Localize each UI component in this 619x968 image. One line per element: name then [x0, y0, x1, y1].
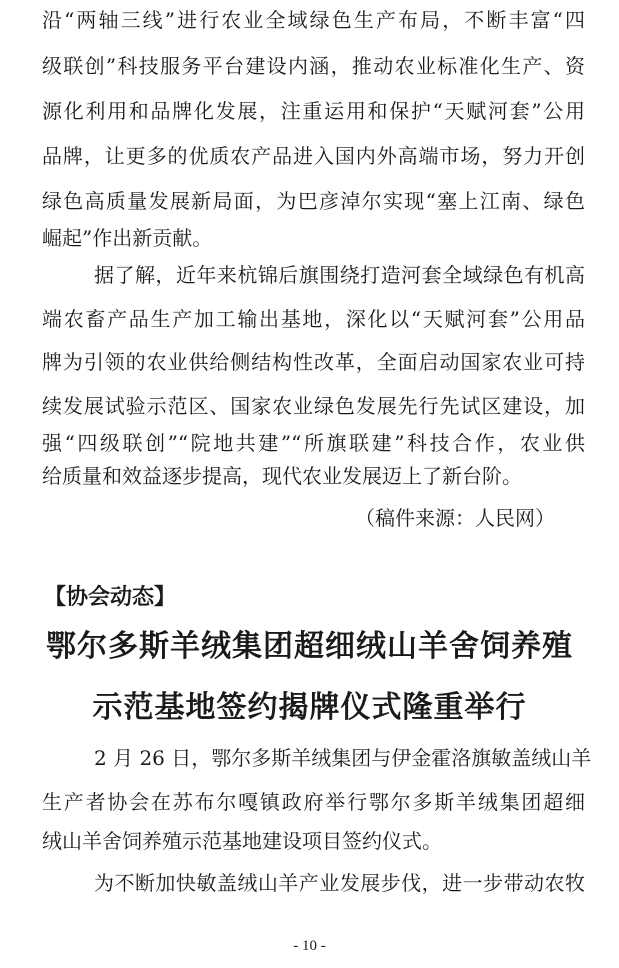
article-source: （稿件来源：人民网） [355, 506, 555, 530]
text-line: 端农畜产品生产加工输出基地，深化以“天赋河套”公用品 [42, 307, 585, 331]
article-title-line: 鄂尔多斯羊绒集团超细绒山羊舍饲养殖 [46, 629, 573, 664]
text-line: 崛起”作出新贡献。 [42, 226, 213, 250]
text-line: 生产者协会在苏布尔嘎镇政府举行鄂尔多斯羊绒集团超细 [42, 790, 585, 814]
text-line: 绒山羊舍饲养殖示范基地建设项目签约仪式。 [42, 829, 442, 853]
text-line: 为不断加快敏盖绒山羊产业发展步伐，进一步带动农牧 [94, 871, 585, 895]
text-line: 源化利用和品牌化发展，注重运用和保护“天赋河套”公用 [42, 99, 585, 123]
text-line: 续发展试验示范区、国家农业绿色发展先行先试区建设，加 [42, 394, 585, 418]
text-line: 品牌，让更多的优质农产品进入国内外高端市场，努力开创 [42, 144, 585, 168]
text-line: 给质量和效益逐步提高，现代农业发展迈上了新台阶。 [42, 464, 522, 488]
text-line: 沿“两轴三线”进行农业全域绿色生产布局，不断丰富“四 [42, 8, 585, 32]
text-line: 2 月 26 日，鄂尔多斯羊绒集团与伊金霍洛旗敏盖绒山羊 [94, 746, 592, 770]
text-line: 强“四级联创”“院地共建”“所旗联建”科技合作，农业供 [42, 431, 585, 455]
text-line: 级联创”科技服务平台建设内涵，推动农业标准化生产、资 [42, 54, 585, 78]
text-line: 据了解，近年来杭锦后旗围绕打造河套全域绿色有机高 [94, 263, 585, 287]
text-line: 牌为引领的农业供给侧结构性改革，全面启动国家农业可持 [42, 350, 585, 374]
page-number: - 10 - [293, 938, 326, 954]
text-line: 绿色高质量发展新局面，为巴彦淖尔实现“塞上江南、绿色 [42, 189, 585, 213]
article-title-line: 示范基地签约揭牌仪式隆重举行 [92, 690, 527, 725]
section-tag: 【协会动态】 [44, 585, 177, 610]
